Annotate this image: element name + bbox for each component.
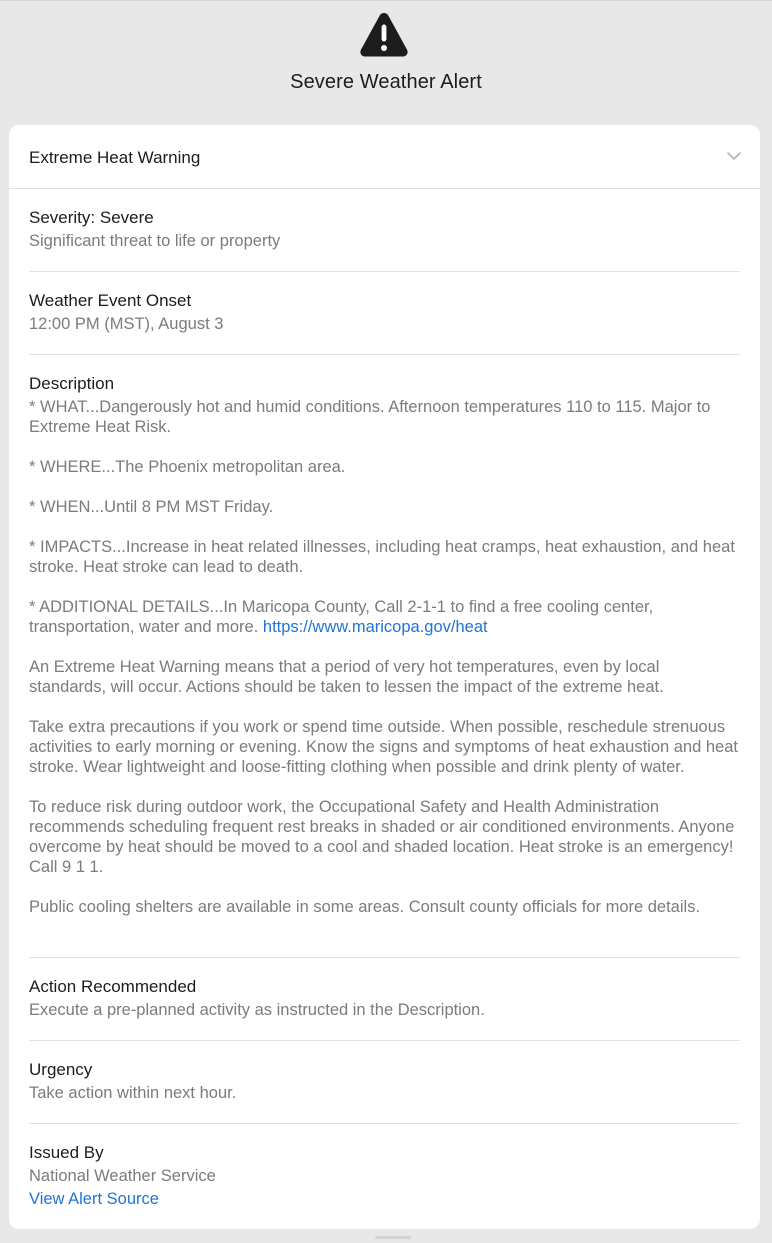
urgency-section <box>29 1059 740 1103</box>
description-paragraph-with-link <box>29 597 740 637</box>
action-section <box>29 976 740 1020</box>
chevron-down-icon[interactable] <box>726 150 742 162</box>
view-alert-source-link[interactable]: View Alert Source <box>29 1190 159 1208</box>
description-paragraph: Public cooling shelters are available in some areas. Consult county officials for more details. <box>29 898 701 916</box>
description-paragraph: An Extreme Heat Warning means that a period of very hot temperatures, even by local standards, will occur. Actions should be taken to lessen the impact of the extreme heat. <box>29 658 664 696</box>
onset-section <box>29 290 740 334</box>
description-paragraph: Take extra precautions if you work or spend time outside. When possible, reschedule strenuous activities to early morning or evening. Know the signs and symptoms of heat exhaustion and heat stroke. Wear lightweight and loose-fitting clothing when possible and drink plenty of water. <box>29 718 738 776</box>
description-label: Description <box>29 374 115 393</box>
issued-by-label: Issued By <box>29 1143 104 1162</box>
urgency-label: Urgency <box>29 1060 93 1079</box>
severity-label: Severity: <box>29 208 96 227</box>
divider <box>29 1123 740 1124</box>
severity-label-row <box>29 207 740 229</box>
issued-by-section <box>29 1142 740 1209</box>
description-paragraph: * ADDITIONAL DETAILS...In Maricopa County, Call 2-1-1 to find a free cooling center, transportation, water and more. <box>29 598 654 636</box>
divider <box>29 354 740 355</box>
severity-description: Significant threat to life or property <box>29 232 281 250</box>
divider <box>29 271 740 272</box>
description-paragraph: To reduce risk during outdoor work, the Occupational Safety and Health Administration recommends scheduling frequent rest breaks in shaded or air conditioned environments. Anyone overcome by heat should be moved to a cool and shaded location. Heat stroke is an emergency! Call 9 1 1. <box>29 798 735 876</box>
description-paragraph: * WHERE...The Phoenix metropolitan area. <box>29 458 346 476</box>
severity-value: Severe <box>99 208 154 227</box>
onset-value: 12:00 PM (MST), August 3 <box>29 315 224 333</box>
home-indicator <box>375 1236 411 1239</box>
warning-triangle-icon <box>359 11 409 58</box>
alert-title: Extreme Heat Warning <box>29 148 201 167</box>
divider <box>29 957 740 958</box>
divider <box>29 1040 740 1041</box>
alert-header <box>0 0 772 125</box>
severity-section <box>29 207 740 251</box>
action-value: Execute a pre-planned activity as instructed in the Description. <box>29 1001 485 1019</box>
description-body <box>29 397 740 917</box>
alert-title-row[interactable] <box>9 125 760 189</box>
description-paragraph: * IMPACTS...Increase in heat related illnesses, including heat cramps, heat exhaustion, and heat stroke. Heat stroke can lead to death. <box>29 538 735 576</box>
onset-label: Weather Event Onset <box>29 291 192 310</box>
description-paragraph: * WHEN...Until 8 PM MST Friday. <box>29 498 274 516</box>
alert-card <box>9 125 760 1229</box>
urgency-value: Take action within next hour. <box>29 1084 237 1102</box>
description-paragraph: * WHAT...Dangerously hot and humid conditions. Afternoon temperatures 110 to 115. Major to Extreme Heat Risk. <box>29 398 711 436</box>
description-section <box>29 373 740 917</box>
maricopa-heat-link[interactable]: https://www.maricopa.gov/heat <box>262 618 488 636</box>
issued-by-value: National Weather Service <box>29 1167 216 1185</box>
action-label: Action Recommended <box>29 977 197 996</box>
page-title: Severe Weather Alert <box>290 71 482 93</box>
